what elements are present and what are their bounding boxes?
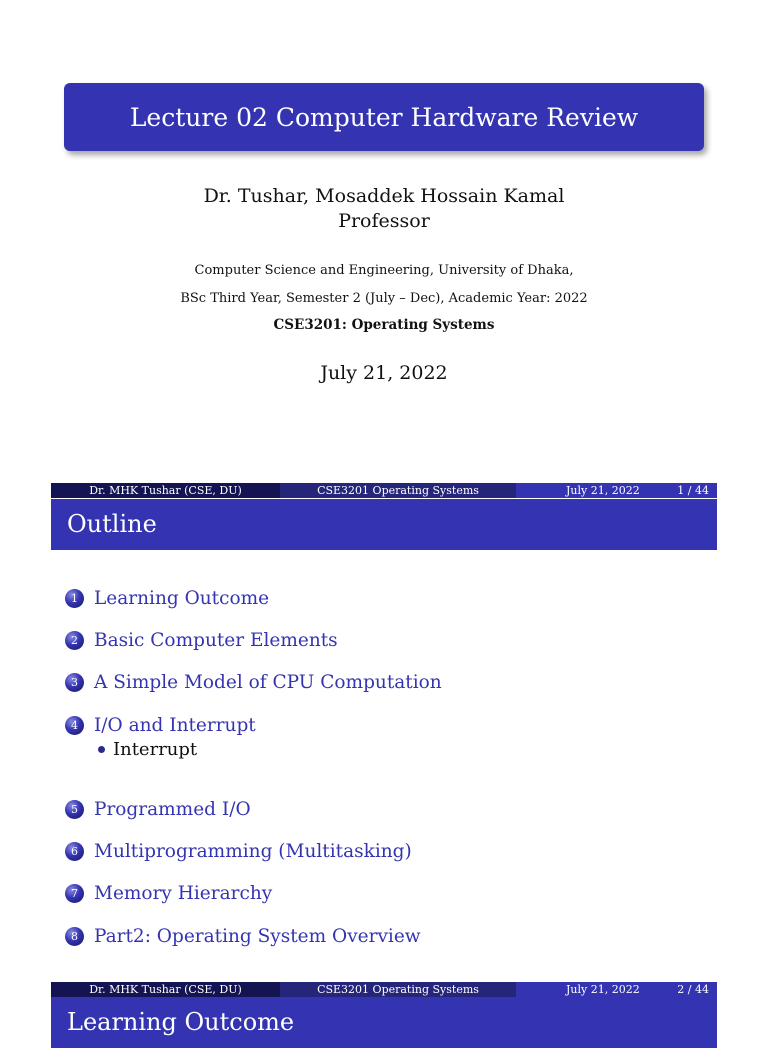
headline-author: Dr. MHK Tushar (CSE, DU): [51, 483, 280, 498]
outline-link[interactable]: Learning Outcome: [94, 587, 270, 609]
outline-item[interactable]: [65, 672, 705, 694]
section-number-ball: 3: [65, 673, 84, 692]
outline-item[interactable]: [65, 629, 705, 651]
headline-right: [516, 982, 717, 997]
section-number-ball: 6: [65, 842, 84, 861]
headline-author: Dr. MHK Tushar (CSE, DU): [51, 982, 280, 997]
headline-date: July 21, 2022: [566, 484, 640, 497]
outline-item[interactable]: [65, 841, 705, 863]
outline-link[interactable]: Programmed I/O: [94, 798, 251, 820]
lecture-title-box: [64, 83, 704, 151]
subitem-label[interactable]: Interrupt: [113, 739, 198, 760]
outline-list: [65, 587, 705, 968]
outline-item[interactable]: [65, 925, 705, 947]
outline-link[interactable]: Memory Hierarchy: [94, 883, 273, 905]
program: BSc Third Year, Semester 2 (July – Dec), Academic Year: 2022: [180, 291, 588, 306]
lecture-title: Lecture 02 Computer Hardware Review: [129, 102, 639, 132]
section-number-ball: 4: [65, 716, 84, 735]
author-role: Professor: [338, 210, 430, 232]
headline-date: July 21, 2022: [566, 983, 640, 996]
bullet-icon: [98, 746, 105, 753]
slide-headline: [51, 982, 717, 997]
outline-link[interactable]: I/O and Interrupt: [94, 714, 256, 736]
headline-course: CSE3201 Operating Systems: [280, 982, 516, 997]
section-number-ball: 2: [65, 631, 84, 650]
section-number-ball: 8: [65, 927, 84, 946]
course-name: CSE3201: Operating Systems: [273, 317, 495, 333]
outline-item[interactable]: [65, 714, 705, 736]
outline-item[interactable]: [65, 587, 705, 609]
lecture-date: July 21, 2022: [320, 362, 448, 384]
outline-link[interactable]: A Simple Model of CPU Computation: [94, 672, 442, 694]
author-block: [0, 184, 768, 234]
headline-right: [516, 483, 717, 498]
outline-link[interactable]: Basic Computer Elements: [94, 629, 338, 651]
outline-item[interactable]: [65, 798, 705, 820]
section-number-ball: 7: [65, 884, 84, 903]
outline-subitem[interactable]: [98, 739, 197, 760]
section-number-ball: 5: [65, 800, 84, 819]
author-name: Dr. Tushar, Mosaddek Hossain Kamal: [203, 185, 565, 207]
outline-link[interactable]: Part2: Operating System Overview: [94, 925, 421, 947]
section-number-ball: 1: [65, 589, 84, 608]
headline-course: CSE3201 Operating Systems: [280, 483, 516, 498]
page-number: 1 / 44: [677, 484, 709, 497]
outline-item[interactable]: [65, 883, 705, 905]
frame-title: Outline: [51, 499, 717, 550]
outline-link[interactable]: Multiprogramming (Multitasking): [94, 841, 412, 863]
frame-title: Learning Outcome: [51, 997, 717, 1048]
slide-headline: [51, 483, 717, 498]
page-number: 2 / 44: [677, 983, 709, 996]
institution: Computer Science and Engineering, University of Dhaka,: [194, 263, 574, 278]
institution-block: [0, 257, 768, 313]
